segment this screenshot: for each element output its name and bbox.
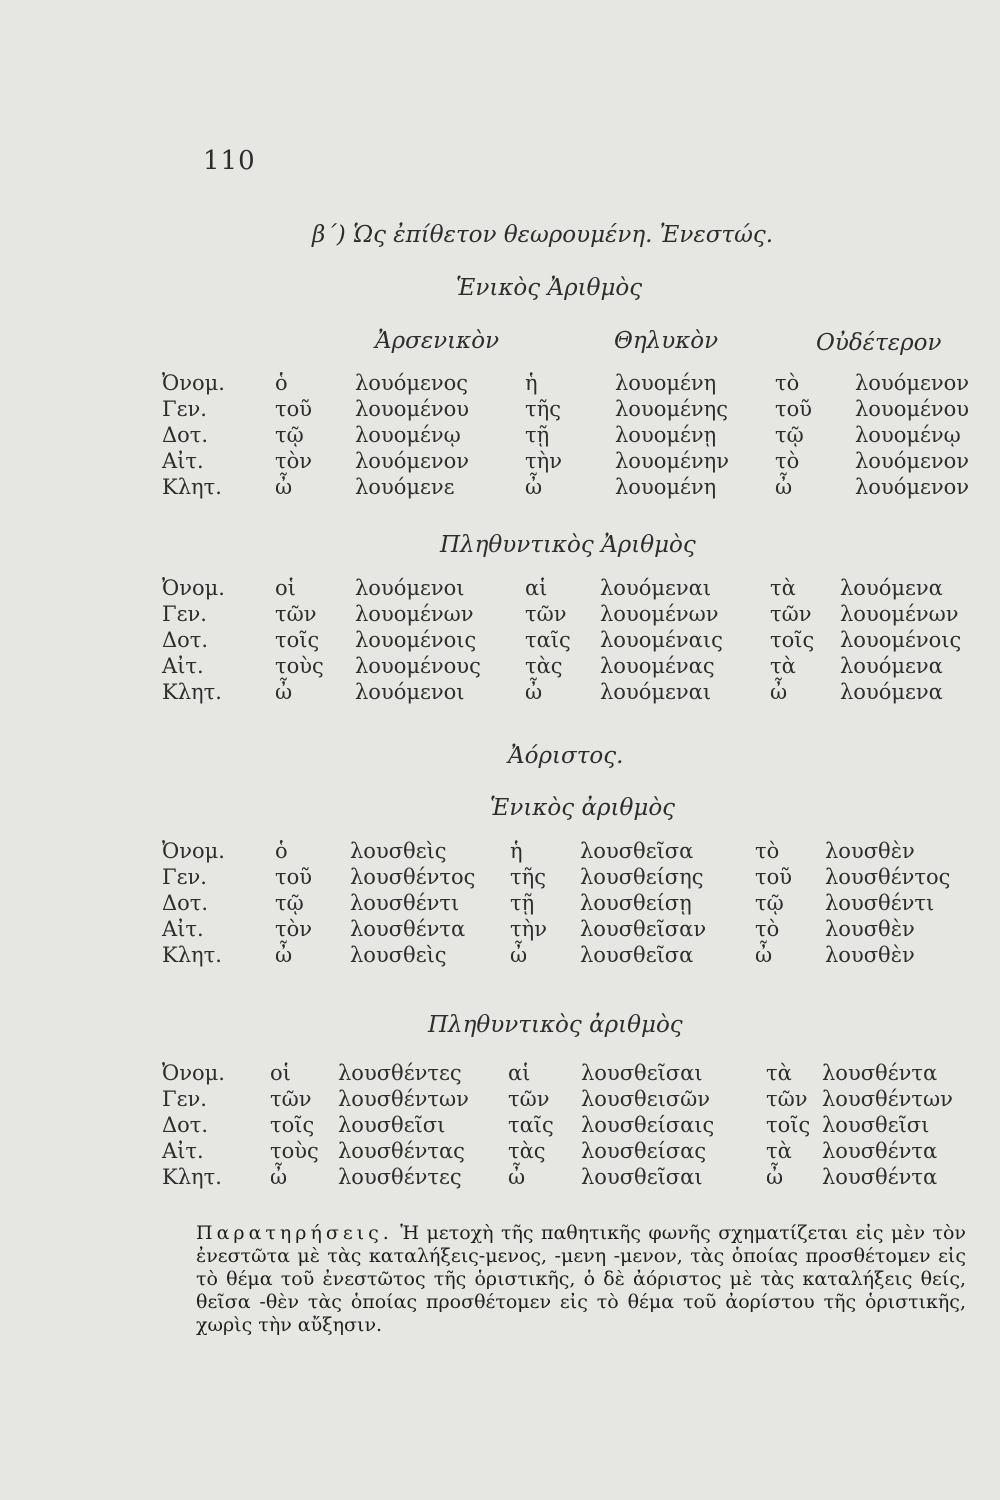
present-singular-table <box>162 370 985 500</box>
masc-form: λουομένου <box>355 396 470 421</box>
fem-article: ταῖς <box>525 627 571 652</box>
neut-article: τὸ <box>775 448 800 473</box>
declension-row <box>162 575 975 601</box>
masc-form: λουομένῳ <box>355 422 461 447</box>
case-label: Δοτ. <box>162 1112 209 1137</box>
case-label: Κλητ. <box>162 474 222 499</box>
masc-article: οἱ <box>270 1060 291 1085</box>
fem-article: ὦ <box>510 942 528 967</box>
case-label: Αἰτ. <box>162 916 204 941</box>
fem-article: τῶν <box>508 1086 550 1111</box>
fem-form: λουσθεῖσα <box>580 942 694 967</box>
fem-form: λουσθεῖσα <box>580 838 694 863</box>
declension-row <box>162 679 975 705</box>
case-label: Αἰτ. <box>162 653 204 678</box>
fem-form: λουομένη <box>615 370 717 395</box>
aorist-singular-table <box>162 838 962 968</box>
neut-form: λουόμενον <box>855 370 970 395</box>
present-plural-rows <box>162 575 975 705</box>
masc-article: τὸν <box>275 448 313 473</box>
declension-row <box>162 370 985 396</box>
masc-article: ὦ <box>270 1164 288 1189</box>
fem-form: λουομένης <box>615 396 728 421</box>
notes-paragraph <box>196 1222 966 1337</box>
page-number: 110 <box>203 146 256 176</box>
neut-article: ὦ <box>755 942 773 967</box>
masc-form: λουομένοις <box>355 627 477 652</box>
neut-form: λουόμενα <box>840 653 943 678</box>
section-title: β΄) Ὡς ἐπίθετον θεωρουμένη. Ἐνεστώς. <box>312 222 774 248</box>
neut-form: λουόμενα <box>840 575 943 600</box>
notes-text: Ἡ μετοχὴ τῆς παθητικῆς φωνῆς σχηματίζεται εἰς μὲν τὸν ἐνεστῶτα μὲ τὰς καταλήξεις-μενος, -μενη -μενον, τὰς ὁποίας προσθέτομεν εἰς τὸ θέμα τοῦ ἐνεστῶτος τῆς ὁριστικῆς, ὁ δὲ ἀόριστος μὲ τὰς καταλήξεις θείς, θεῖσα -θὲν τὰς ὁποίας προσθέτομεν εἰς τὸ θέμα τοῦ ἀορίστου τῆς ὁριστικῆς, χωρὶς τὴν αὔξησιν. <box>196 1222 966 1336</box>
masc-form: λουόμενος <box>355 370 469 395</box>
fem-article: τῇ <box>510 890 535 915</box>
fem-article: τὴν <box>510 916 547 941</box>
present-singular-heading: Ἑνικὸς Ἀριθμὸς <box>456 275 643 301</box>
fem-article: τὴν <box>525 448 562 473</box>
masc-form: λουσθέντας <box>338 1138 465 1163</box>
masc-article: τῷ <box>275 422 304 447</box>
declension-row <box>162 1112 962 1138</box>
fem-form: λουσθεῖσαι <box>581 1060 703 1085</box>
neut-form: λουσθέντα <box>822 1060 938 1085</box>
neut-article: τοῦ <box>755 864 793 889</box>
neut-article: τοῖς <box>766 1112 811 1137</box>
present-singular-rows <box>162 370 985 500</box>
declension-row <box>162 890 962 916</box>
masc-form: λουσθέντος <box>350 864 476 889</box>
masc-article: τὸν <box>275 916 313 941</box>
feminine-header: Θηλυκὸν <box>614 328 719 354</box>
masc-form: λουσθέντα <box>350 916 466 941</box>
neut-form: λουσθεῖσι <box>822 1112 930 1137</box>
neut-form: λουομένοις <box>840 627 962 652</box>
case-label: Κλητ. <box>162 1164 222 1189</box>
aorist-singular-heading: Ἑνικὸς ἀριθμὸς <box>490 795 676 821</box>
aorist-singular-rows <box>162 838 962 968</box>
case-label: Δοτ. <box>162 627 209 652</box>
case-label: Γεν. <box>162 864 207 889</box>
fem-form: λουσθείσαις <box>581 1112 715 1137</box>
fem-article: αἱ <box>508 1060 531 1085</box>
declension-row <box>162 1060 962 1086</box>
declension-row <box>162 864 962 890</box>
neut-article: τῶν <box>766 1086 808 1111</box>
fem-article: ἡ <box>510 838 523 863</box>
case-label: Δοτ. <box>162 422 209 447</box>
neut-form: λουσθέντων <box>822 1086 953 1111</box>
masc-article: τῶν <box>270 1086 312 1111</box>
neut-article: τῷ <box>775 422 804 447</box>
neut-form: λουόμενα <box>840 679 943 704</box>
neut-article: ὦ <box>775 474 793 499</box>
fem-form: λουσθεῖσαν <box>580 916 707 941</box>
masc-article: τοῖς <box>270 1112 315 1137</box>
masc-article: τῶν <box>275 601 317 626</box>
neut-form: λουσθέντος <box>825 864 951 889</box>
declension-row <box>162 916 962 942</box>
masc-form: λουομένων <box>355 601 474 626</box>
case-label: Κλητ. <box>162 942 222 967</box>
fem-article: τὰς <box>525 653 563 678</box>
neut-article: τὰ <box>770 653 796 678</box>
masc-form: λουσθεὶς <box>350 942 447 967</box>
masc-form: λουόμενοι <box>355 575 465 600</box>
case-label: Αἰτ. <box>162 448 204 473</box>
neut-form: λουομένου <box>855 396 970 421</box>
fem-form: λουσθείσης <box>580 864 704 889</box>
declension-row <box>162 627 975 653</box>
masc-form: λουσθεὶς <box>350 838 447 863</box>
masc-article: ὁ <box>275 370 288 395</box>
declension-row <box>162 601 975 627</box>
masc-form: λουσθέντες <box>338 1060 462 1085</box>
masc-article: τοῖς <box>275 627 320 652</box>
fem-form: λουσθεισῶν <box>581 1086 711 1111</box>
neut-form: λουσθὲν <box>825 916 915 941</box>
case-label: Γεν. <box>162 1086 207 1111</box>
declension-row <box>162 396 985 422</box>
declension-row <box>162 1086 962 1112</box>
masc-article: οἱ <box>275 575 296 600</box>
case-label: Αἰτ. <box>162 1138 204 1163</box>
masc-article: τοὺς <box>275 653 324 678</box>
declension-row <box>162 1164 962 1190</box>
fem-form: λουόμεναι <box>600 679 712 704</box>
case-label: Δοτ. <box>162 890 209 915</box>
fem-article: τῆς <box>525 396 561 421</box>
neut-article: τὰ <box>766 1060 792 1085</box>
case-label: Ὀνομ. <box>162 370 225 395</box>
fem-article: αἱ <box>525 575 548 600</box>
masc-article: ὁ <box>275 838 288 863</box>
declension-row <box>162 653 975 679</box>
declension-row <box>162 422 985 448</box>
fem-form: λουομένας <box>600 653 715 678</box>
fem-form: λουόμεναι <box>600 575 712 600</box>
neut-article: τοῖς <box>770 627 815 652</box>
neut-form: λουσθέντα <box>822 1138 938 1163</box>
masculine-header: Ἀρσενικὸν <box>375 328 500 354</box>
fem-article: ἡ <box>525 370 538 395</box>
neut-form: λουομένῳ <box>855 422 961 447</box>
aorist-plural-rows <box>162 1060 962 1190</box>
fem-form: λουομένην <box>615 448 730 473</box>
fem-form: λουομέναις <box>600 627 723 652</box>
neut-form: λουομένων <box>840 601 959 626</box>
fem-form: λουσθείσας <box>581 1138 707 1163</box>
fem-form: λουομένῃ <box>615 422 717 447</box>
neut-article: ὦ <box>766 1164 784 1189</box>
declension-row <box>162 448 985 474</box>
neuter-header: Οὐδέτερον <box>816 330 942 356</box>
neut-article: τῶν <box>770 601 812 626</box>
neut-article: τῷ <box>755 890 784 915</box>
masc-form: λουόμενον <box>355 448 470 473</box>
neut-article: τὰ <box>770 575 796 600</box>
masc-article: τοὺς <box>270 1138 319 1163</box>
neut-form: λουόμενον <box>855 474 970 499</box>
fem-form: λουσθείσῃ <box>580 890 692 915</box>
fem-article: ὦ <box>508 1164 526 1189</box>
fem-form: λουσθεῖσαι <box>581 1164 703 1189</box>
fem-article: τῆς <box>510 864 546 889</box>
fem-article: τῇ <box>525 422 550 447</box>
present-plural-heading: Πληθυντικὸς Ἀριθμὸς <box>440 532 696 558</box>
neut-article: τὰ <box>766 1138 792 1163</box>
declension-row <box>162 942 962 968</box>
neut-article: τὸ <box>755 916 780 941</box>
neut-article: τὸ <box>775 370 800 395</box>
case-label: Ὀνομ. <box>162 575 225 600</box>
declension-row <box>162 838 962 864</box>
fem-article: ὦ <box>525 679 543 704</box>
masc-article: ὦ <box>275 474 293 499</box>
neut-form: λουσθέντα <box>822 1164 938 1189</box>
fem-article: τὰς <box>508 1138 546 1163</box>
masc-article: ὦ <box>275 942 293 967</box>
neut-article: ὦ <box>770 679 788 704</box>
aorist-plural-heading: Πληθυντικὸς ἀριθμὸς <box>428 1012 683 1038</box>
fem-form: λουομένη <box>615 474 717 499</box>
case-label: Γεν. <box>162 601 207 626</box>
neut-form: λουσθὲν <box>825 942 915 967</box>
masc-form: λουόμενοι <box>355 679 465 704</box>
case-label: Γεν. <box>162 396 207 421</box>
masc-form: λουσθέντι <box>350 890 460 915</box>
neut-article: τὸ <box>755 838 780 863</box>
aorist-heading: Ἀόριστος. <box>508 743 624 769</box>
fem-article: τῶν <box>525 601 567 626</box>
case-label: Κλητ. <box>162 679 222 704</box>
neut-article: τοῦ <box>775 396 813 421</box>
fem-article: ταῖς <box>508 1112 554 1137</box>
case-label: Ὀνομ. <box>162 838 225 863</box>
neut-form: λουόμενον <box>855 448 970 473</box>
present-plural-table <box>162 575 975 705</box>
masc-form: λουομένους <box>355 653 481 678</box>
declension-row <box>162 1138 962 1164</box>
fem-article: ὦ <box>525 474 543 499</box>
fem-form: λουομένων <box>600 601 719 626</box>
aorist-plural-table <box>162 1060 962 1190</box>
neut-form: λουσθέντι <box>825 890 935 915</box>
masc-form: λουσθεῖσι <box>338 1112 446 1137</box>
masc-article: τῷ <box>275 890 304 915</box>
masc-article: τοῦ <box>275 396 313 421</box>
masc-form: λουσθέντες <box>338 1164 462 1189</box>
declension-row <box>162 474 985 500</box>
neut-form: λουσθὲν <box>825 838 915 863</box>
masc-article: ὦ <box>275 679 293 704</box>
masc-article: τοῦ <box>275 864 313 889</box>
case-label: Ὀνομ. <box>162 1060 225 1085</box>
masc-form: λουσθέντων <box>338 1086 469 1111</box>
masc-form: λουόμενε <box>355 474 455 499</box>
notes-label: Παρατηρήσεις. <box>196 1222 393 1244</box>
